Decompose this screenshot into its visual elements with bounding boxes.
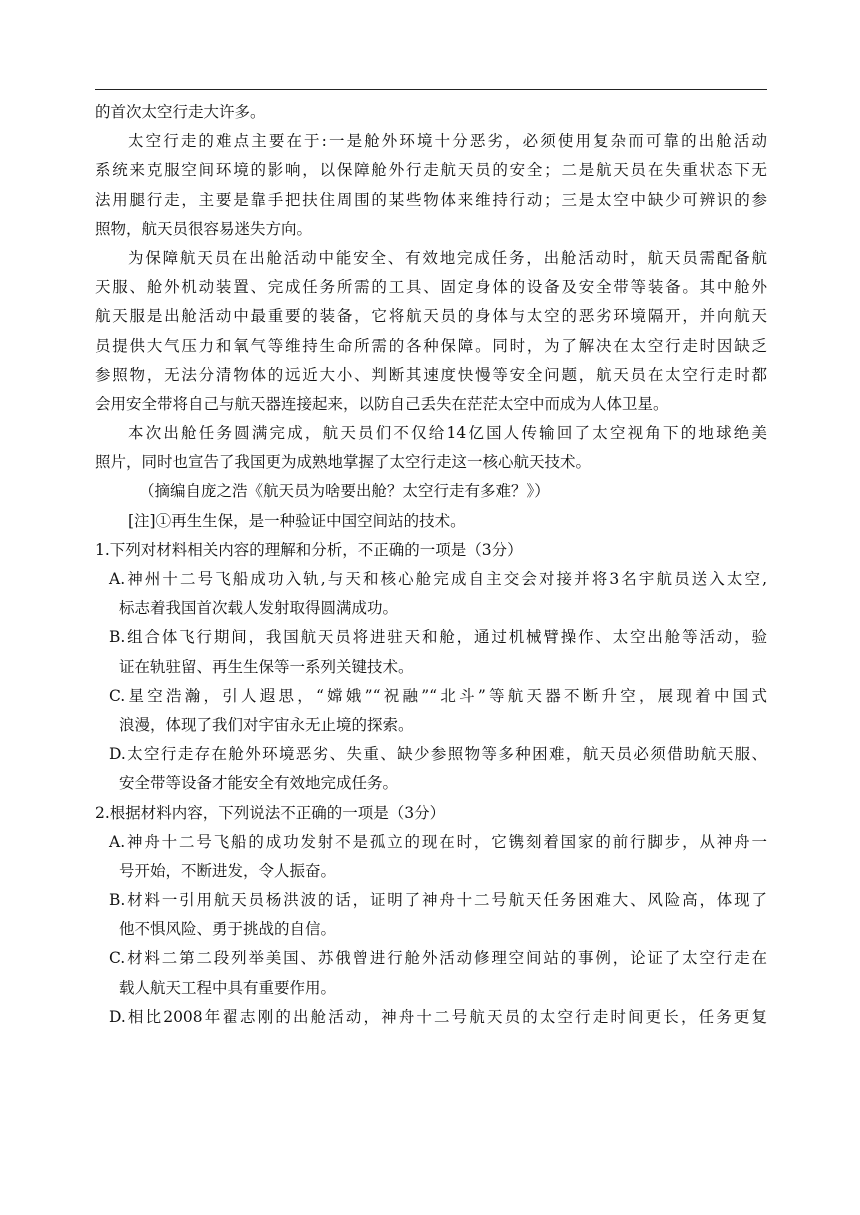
passage-line: 航天服是出舱活动中最重要的装备，它将航天员的身体与太空的恶劣环境隔开，并向航天 [95, 307, 767, 326]
passage-line: 系统来克服空间环境的影响，以保障舱外行走航天员的安全；二是航天员在失重状态下无 [95, 161, 767, 180]
question-stem: 2.根据材料内容，下列说法不正确的一项是（3分） [95, 803, 446, 822]
document-content [95, 98, 767, 1032]
option-b-continued: 他不惧风险、勇于挑战的自信。 [119, 920, 337, 939]
option-c-continued: 浪漫，体现了我们对宇宙永无止境的探索。 [119, 715, 414, 734]
passage-line: 会用安全带将自己与航天器连接起来，以防自己丢失在茫茫太空中而成为人体卫星。 [95, 394, 669, 413]
option-b: B.组合体飞行期间，我国航天员将进驻天和舱，通过机械臂操作、太空出舱等活动，验 [109, 628, 767, 647]
passage-line: 天服、舱外机动装置、完成任务所需的工具、固定身体的设备及安全带等装备。其中舱外 [95, 278, 767, 297]
header-rule [95, 89, 767, 90]
option-b: B.材料一引用航天员杨洪波的话，证明了神舟十二号航天任务困难大、风险高，体现了 [109, 891, 767, 910]
passage-line: 为保障航天员在出舱活动中能安全、有效地完成任务，出舱活动时，航天员需配备航 [128, 248, 767, 267]
option-a-continued: 号开始，不断进发，令人振奋。 [119, 861, 337, 880]
option-a: A.神舟十二号飞船的成功发射不是孤立的现在时，它镌刻着国家的前行脚步，从神舟一 [109, 832, 767, 851]
option-c: C.星空浩瀚，引人遐思，“嫦娥”“祝融”“北斗”等航天器不断升空，展现着中国式 [109, 686, 767, 705]
passage-line: 员提供大气压力和氧气等维持生命所需的各种保障。同时，为了解决在太空行走时因缺乏 [95, 336, 767, 355]
option-c-continued: 载人航天工程中具有重要作用。 [119, 978, 337, 997]
passage-line: 本次出舱任务圆满完成，航天员们不仅给14亿国人传输回了太空视角下的地球绝美 [128, 424, 767, 443]
footnote: [注]①再生生保，是一种验证中国空间站的技术。 [128, 511, 466, 530]
passage-line: 太空行走的难点主要在于:一是舱外环境十分恶劣，必须使用复杂而可靠的出舱活动 [128, 132, 767, 151]
option-d: D.太空行走存在舱外环境恶劣、失重、缺少参照物等多种困难，航天员必须借助航天服、 [109, 745, 767, 764]
option-c: C.材料二第二段列举美国、苏俄曾进行舱外活动修理空间站的事例，论证了太空行走在 [109, 949, 767, 968]
passage-line: 照片，同时也宣告了我国更为成熟地掌握了太空行走这一核心航天技术。 [95, 453, 592, 472]
option-a: A.神州十二号飞船成功入轨,与天和核心舱完成自主交会对接并将3名宇航员送入太空, [109, 570, 767, 588]
source-citation: （摘编自庞之浩《航天员为啥要出舱？太空行走有多难？》） [139, 482, 550, 501]
option-a-continued: 标志着我国首次载人发射取得圆满成功。 [119, 599, 399, 618]
passage-line: 参照物，无法分清物体的远近大小、判断其速度快慢等安全问题，航天员在太空行走时都 [95, 365, 767, 384]
question-stem: 1.下列对材料相关内容的理解和分析，不正确的一项是（3分） [95, 540, 523, 559]
passage-line: 法用腿行走，主要是靠手把扶住周围的某些物体来维持行动；三是太空中缺少可辨识的参 [95, 190, 767, 209]
option-d: D.相比2008年翟志刚的出舱活动，神舟十二号航天员的太空行走时间更长，任务更复 [109, 1007, 767, 1026]
option-d-continued: 安全带等设备才能安全有效地完成任务。 [119, 774, 399, 793]
passage-line: 照物，航天员很容易迷失方向。 [95, 219, 313, 238]
option-b-continued: 证在轨驻留、再生生保等一系列关键技术。 [119, 657, 414, 676]
passage-line: 的首次太空行走大许多。 [95, 103, 266, 121]
